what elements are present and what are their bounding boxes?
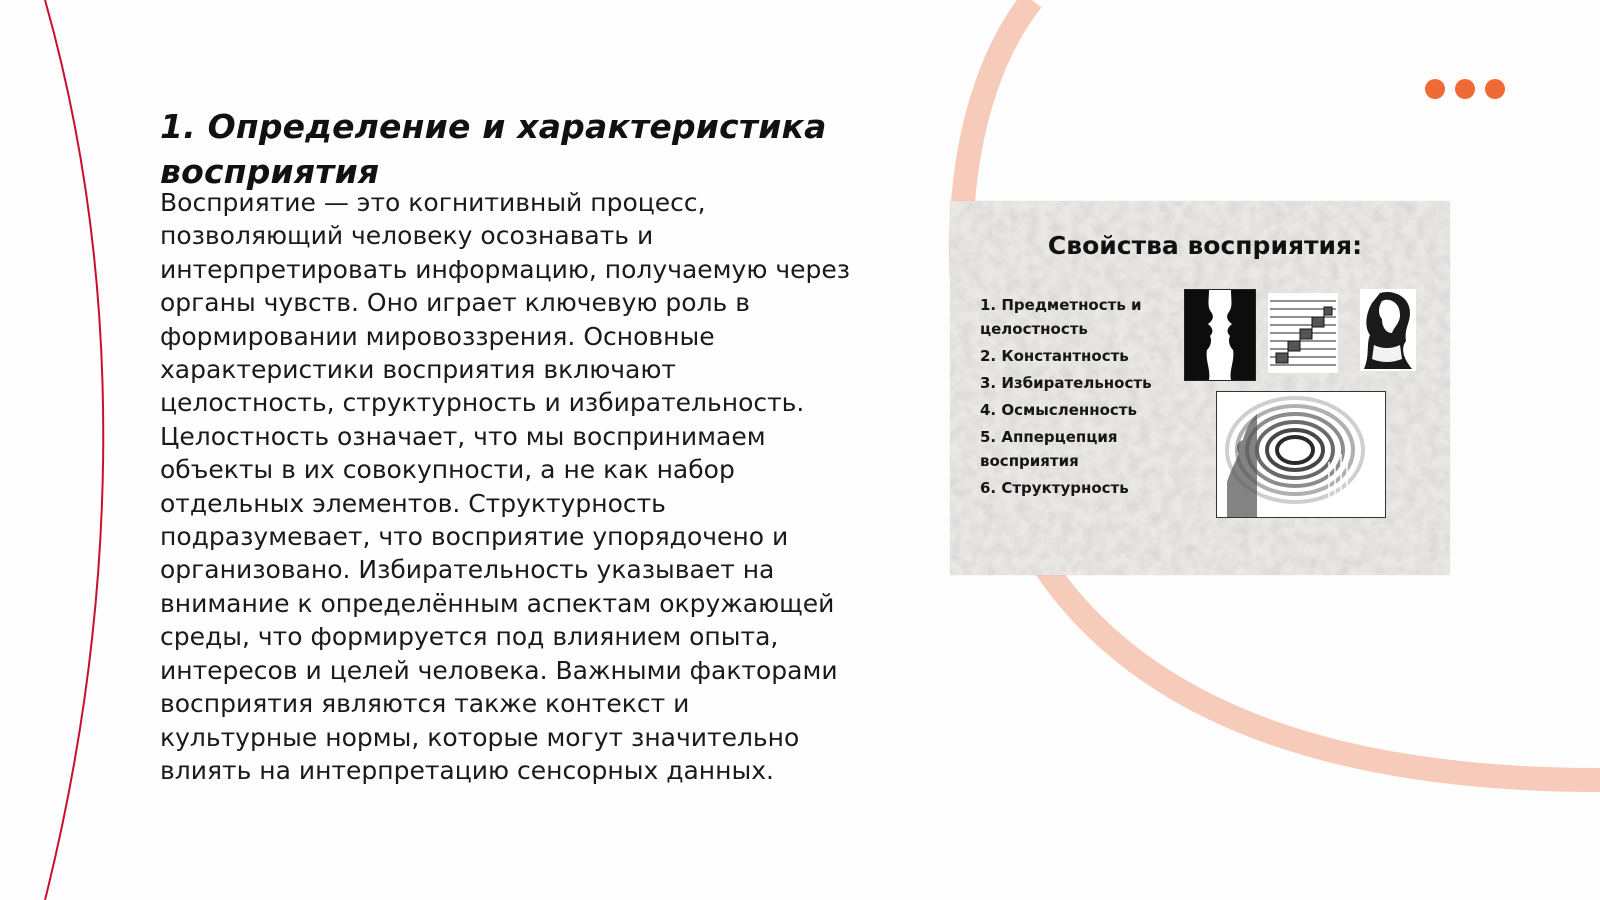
slide-title: 1. Определение и характеристика восприятия — [160, 107, 827, 191]
slide-body-text: Восприятие — это когнитивный процесс, позволяющий человеку осознавать и интерпретировать информацию, получаемую через органы чувств. Оно играет ключевую роль в формировании мировоззрения. Основные характеристики восприятия включают целостность, структурность и избирательность. Целостность означает, что мы воспринимаем объекты в их совокупности, а не как набор отдельных элементов. Структурность подразумевает, что восприятие упорядочено и организовано. Избирательность указывает на внимание к определённым аспектам окружающей среды, что формируется под влиянием опыта, интересов и целей человека. Важными факторами восприятия являются также контекст и культурные нормы, которые могут значительно влиять на интерпретацию сенсорных данных. — [160, 188, 851, 785]
three-dots-icon — [1425, 79, 1505, 99]
left-red-curve — [45, 0, 103, 900]
list-item: 6. Структурность — [980, 479, 1129, 497]
image-title: Свойства восприятия: — [1047, 231, 1363, 260]
list-item: 1. Предметность и целостность — [980, 296, 1142, 338]
staircase-illusion — [1268, 293, 1338, 373]
list-item: 2. Константность — [980, 347, 1129, 365]
list-item: 4. Осмысленность — [980, 401, 1137, 419]
list-item: 5. Апперцепция восприятия — [980, 428, 1118, 470]
faces-vase-illusion — [1184, 289, 1256, 381]
spiral-head-illusion — [1216, 391, 1386, 518]
dot — [1485, 79, 1505, 99]
perception-properties-image — [950, 201, 1450, 575]
list-item: 3. Избирательность — [980, 374, 1152, 392]
properties-list — [980, 293, 1170, 503]
dot — [1425, 79, 1445, 99]
dot — [1455, 79, 1475, 99]
woman-illusion — [1360, 289, 1416, 371]
